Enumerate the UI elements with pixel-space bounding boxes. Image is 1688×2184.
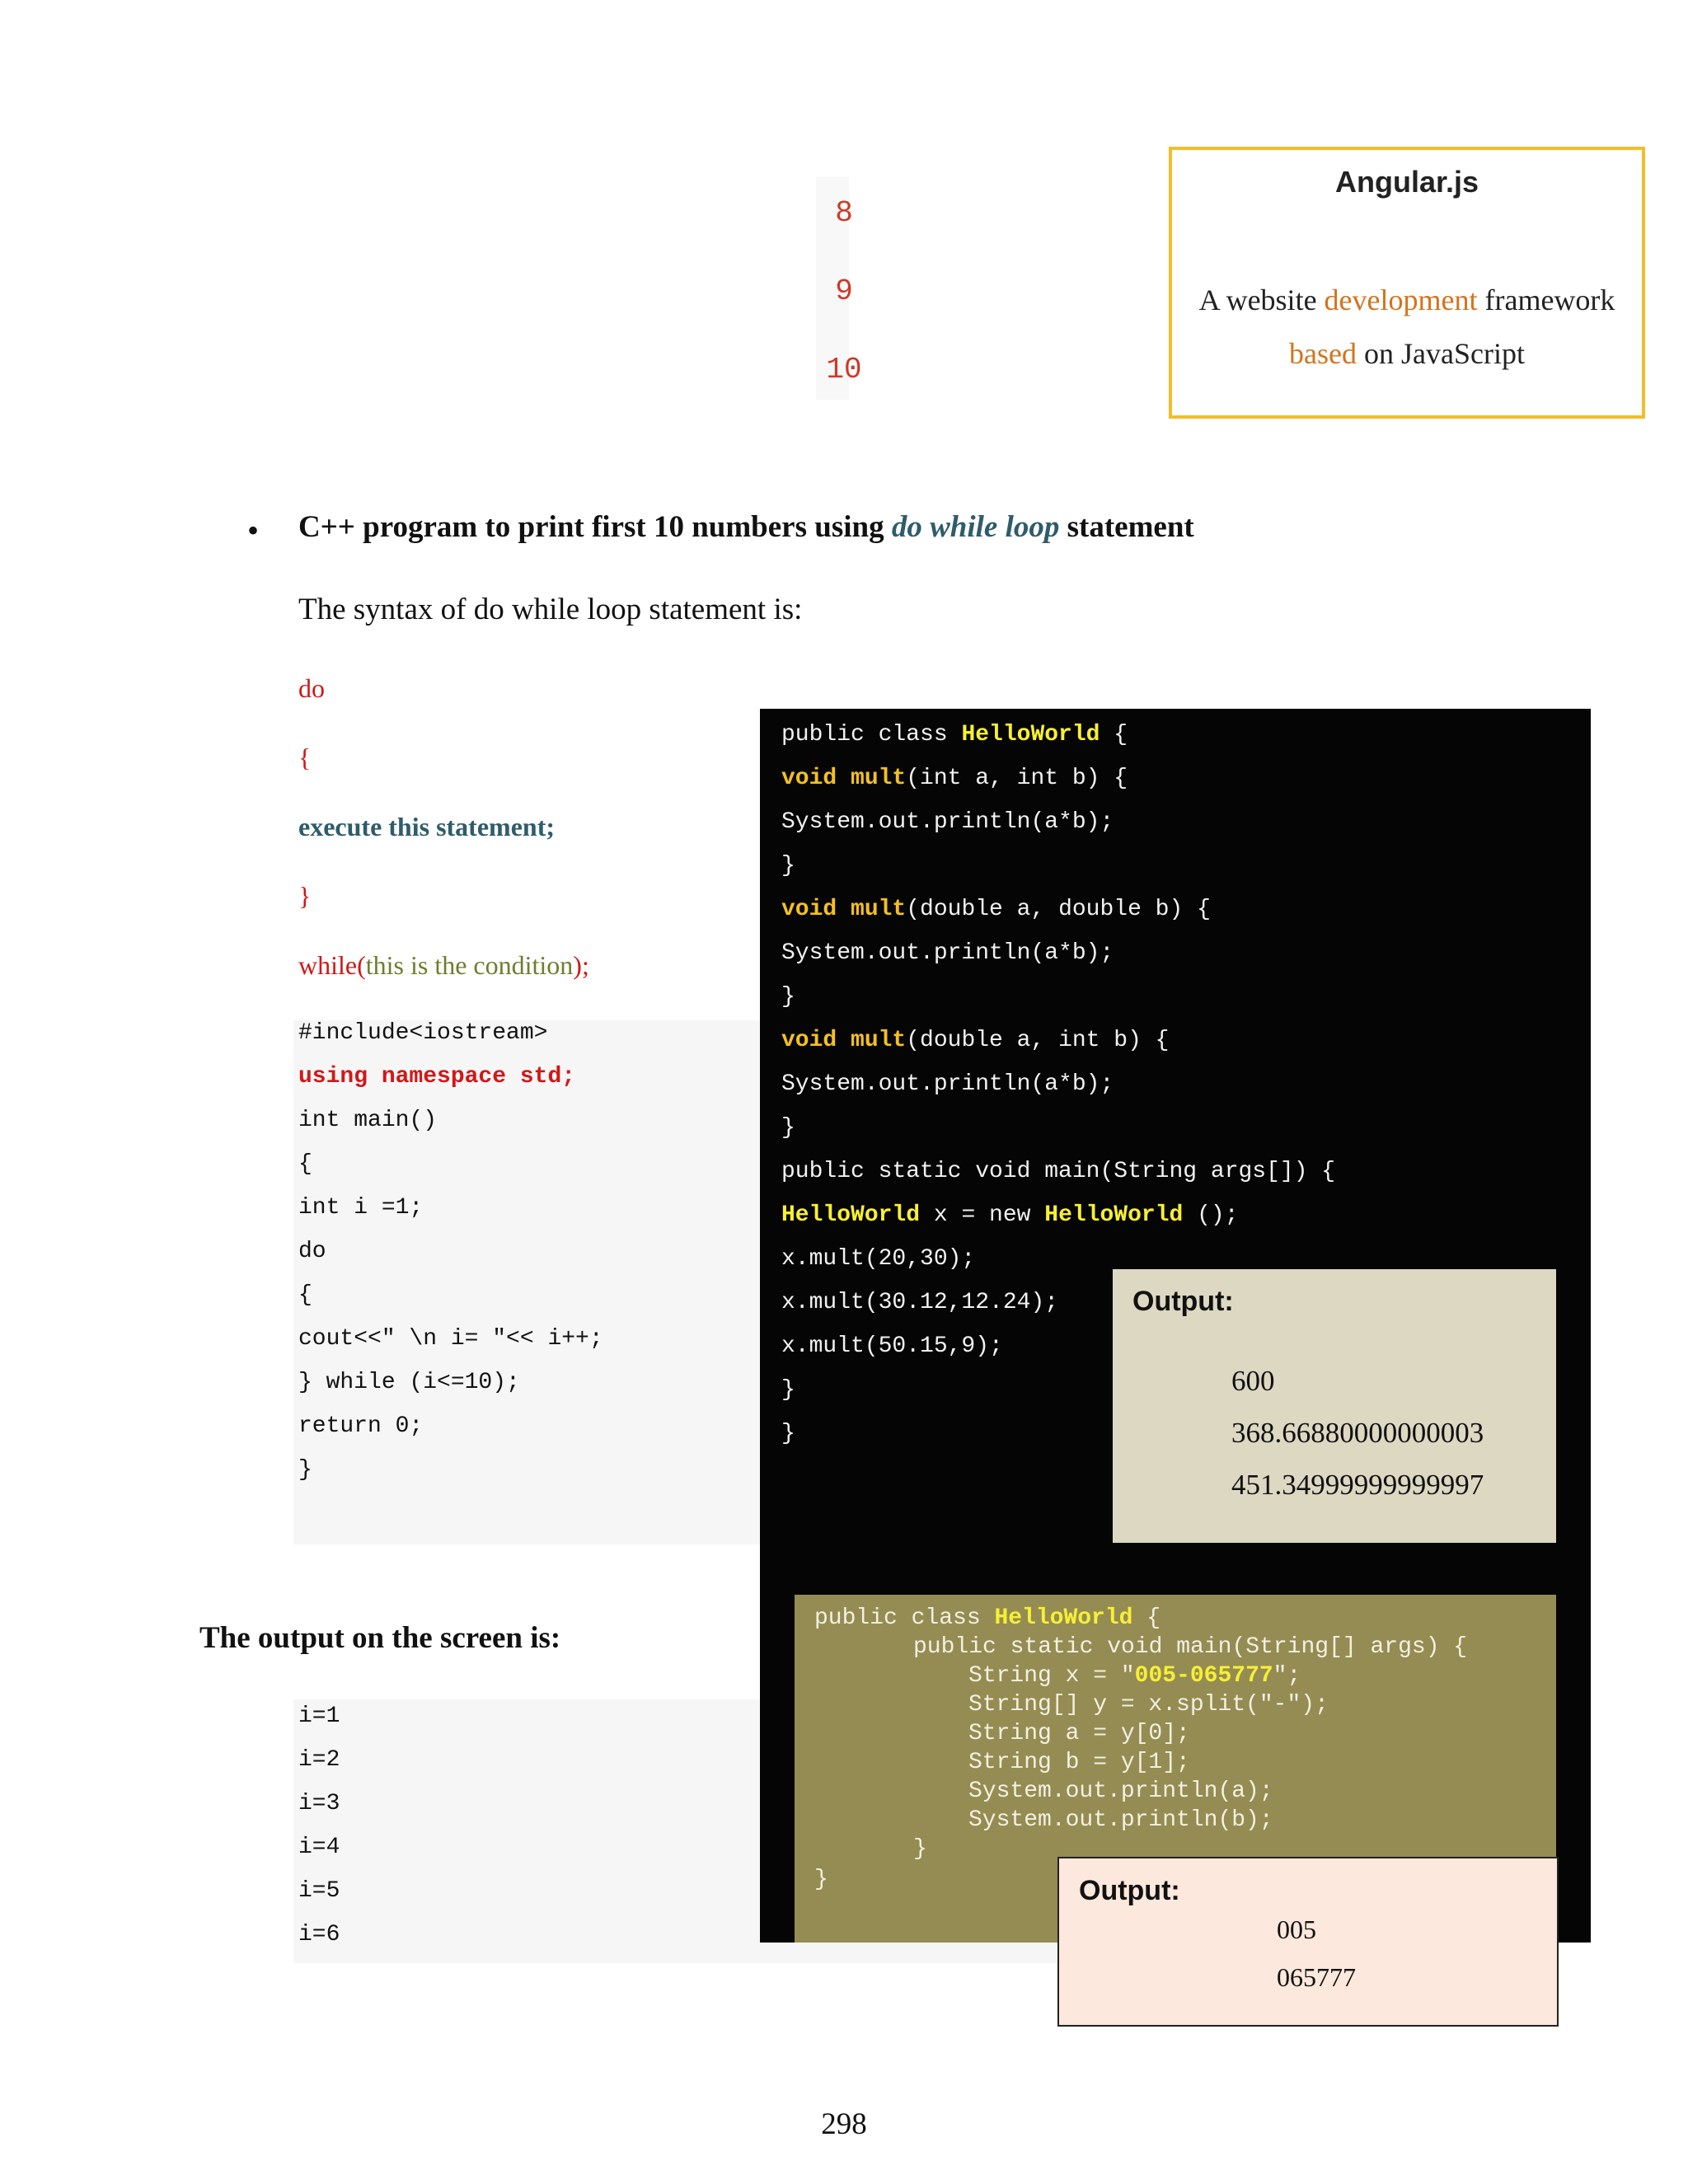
cpp-line-5: int i =1; (298, 1195, 424, 1221)
output-box-2-value-2: 065777 (1277, 1962, 1356, 1992)
output-line-1: i=1 (298, 1704, 340, 1729)
split-line-6: String b = y[1]; (968, 1750, 1190, 1775)
output-box-2-title: Output: (1079, 1875, 1180, 1906)
split-line-4: String[] y = x.split("-"); (968, 1692, 1329, 1718)
cpp-line-8: cout<<" \n i= "<< i++; (298, 1326, 603, 1352)
page-number: 298 (821, 2107, 867, 2141)
output-box-2 (1057, 1857, 1559, 2027)
syntax-do: do (298, 673, 325, 703)
angular-description: A website development framework based on JavaScript (1198, 284, 1615, 370)
split-line-9: } (913, 1836, 927, 1862)
output-line-5: i=5 (298, 1878, 340, 1904)
java-line-13: x.mult(20,30); (781, 1246, 976, 1272)
java-line-15: x.mult(50.15,9); (781, 1333, 1003, 1359)
java-line-4: } (781, 853, 795, 879)
number-9: 9 (835, 274, 853, 308)
syntax-intro: The syntax of do while loop statement is: (298, 593, 803, 626)
section-heading: C++ program to print first 10 numbers using do while loop statement (298, 510, 1194, 544)
java-line-8: void mult(double a, int b) { (781, 1028, 1170, 1053)
java-line-2: void mult(int a, int b) { (781, 766, 1128, 791)
cpp-line-9: } while (i<=10); (298, 1370, 520, 1395)
output-line-3: i=3 (298, 1791, 340, 1816)
java-line-12: HelloWorld x = new HelloWorld (); (781, 1202, 1239, 1228)
output-box-1-value-3: 451.34999999999997 (1231, 1469, 1484, 1501)
cpp-line-11: } (298, 1457, 312, 1483)
cpp-line-2: using namespace std; (298, 1064, 576, 1090)
java-line-14: x.mult(30.12,12.24); (781, 1290, 1059, 1315)
java-line-17: } (781, 1421, 795, 1446)
java-line-5: void mult(double a, double b) { (781, 897, 1211, 922)
cpp-line-3: int main() (298, 1108, 438, 1133)
split-line-8: System.out.println(b); (968, 1807, 1273, 1833)
cpp-line-7: { (298, 1282, 312, 1308)
split-line-7: System.out.println(a); (968, 1779, 1273, 1804)
syntax-statement: execute this statement; (298, 812, 555, 841)
syntax-open-brace: { (298, 743, 312, 772)
output-line-6: i=6 (298, 1922, 340, 1947)
number-8: 8 (835, 196, 853, 230)
java-line-11: public static void main(String args[]) { (781, 1159, 1336, 1184)
output-line-4: i=4 (298, 1835, 340, 1860)
cpp-line-4: { (298, 1151, 312, 1177)
split-line-1: public class HelloWorld { (814, 1605, 1161, 1631)
number-10: 10 (826, 353, 862, 387)
java-line-3: System.out.println(a*b); (781, 809, 1114, 835)
syntax-while: while(this is the condition); (298, 950, 589, 980)
java-line-16: } (781, 1377, 795, 1403)
split-line-5: String a = y[0]; (968, 1721, 1190, 1746)
split-line-10: } (814, 1867, 828, 1892)
output-box-1 (1113, 1269, 1556, 1543)
split-line-3: String x = "005-065777"; (968, 1663, 1301, 1689)
bullet-point: • (247, 512, 260, 549)
output-box-1-value-1: 600 (1231, 1365, 1275, 1397)
output-heading: The output on the screen is: (199, 1621, 561, 1655)
syntax-close-brace: } (298, 881, 312, 911)
output-box-1-value-2: 368.66880000000003 (1231, 1417, 1484, 1449)
output-line-2: i=2 (298, 1747, 340, 1773)
output-box-2-value-1: 005 (1277, 1915, 1316, 1944)
cpp-code-panel (293, 1020, 763, 1544)
cpp-line-10: return 0; (298, 1413, 424, 1439)
angular-title: Angular.js (1334, 165, 1479, 199)
java-line-10: } (781, 1115, 795, 1141)
cpp-line-6: do (298, 1239, 326, 1264)
output-box-1-title: Output: (1132, 1286, 1234, 1317)
java-line-6: System.out.println(a*b); (781, 940, 1114, 966)
java-line-1: public class HelloWorld { (781, 722, 1128, 748)
angular-info-box (1169, 147, 1645, 419)
java-line-9: System.out.println(a*b); (781, 1071, 1114, 1097)
split-line-2: public static void main(String[] args) { (913, 1634, 1468, 1660)
cpp-line-1: #include<iostream> (298, 1020, 548, 1046)
java-line-7: } (781, 984, 795, 1010)
